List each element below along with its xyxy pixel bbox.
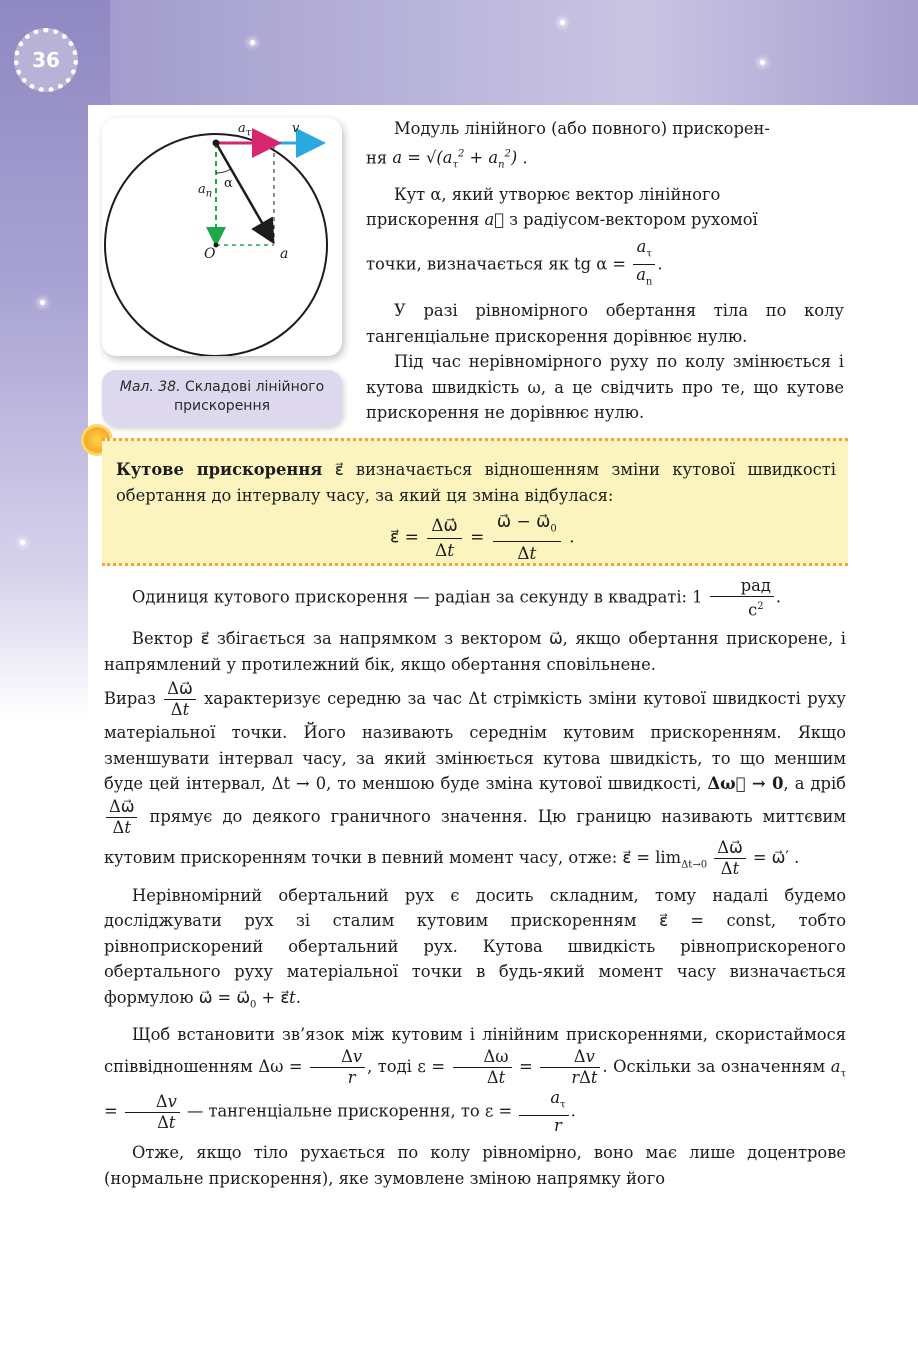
- paragraph-text: , тоді: [367, 1057, 412, 1077]
- paragraph-text: Кут α, який утворює вектор лінійного: [394, 184, 721, 204]
- paragraph-text: Одиниця кутового прискорення — радіан за секунду в квадраті: 1: [132, 587, 703, 607]
- definition-body: визначається відношенням зміни кутової швидкості обертання до інтервалу часу, за який ця зміна відбулася:: [116, 460, 836, 505]
- paragraph-text: Вектор: [132, 629, 194, 649]
- label-v: v: [292, 121, 300, 136]
- paragraph-text: , якщо обертання прискорене, і напрямлений у протилежний бік, якщо обертання сповільнене.: [104, 629, 846, 674]
- paragraph-text: характеризує середню за час Δt стрімкість зміни кутової швидкості руху матеріальної точки. Його називають середнім кутовим прискоренням. Якщо зменшувати інтервал часу, за який змінюється кутова швидкість, то що меншим буде цей інтервал, Δt → 0, то меншою буде зміна кутової швидкості,: [104, 689, 847, 794]
- formula-total-acceleration: $a = √(a_\tau^2 + a_n^2)$: [392, 147, 518, 171]
- label-alpha: α: [224, 176, 233, 191]
- star-decoration: [560, 20, 565, 25]
- definition-term: Кутове прискорення: [116, 460, 323, 479]
- paragraph-text: У разі рівномірного обертання тіла по колу тангенціальне прискорення дорівнює нулю.: [366, 301, 844, 346]
- label-a-tau: $a_\tau$: [238, 121, 252, 139]
- paragraph-text: Вираз: [104, 689, 156, 709]
- paragraph-text: Отже, якщо тіло рухається по колу рівномірно, воно має лише доцентрове (нормальне прискорення), яке зумовлене зміною напрямку його: [104, 1143, 846, 1188]
- paragraph-text: — тангенціальне прискорення, то: [186, 1101, 480, 1121]
- paragraph-text: з радіусом-вектором рухомої: [509, 210, 758, 230]
- unit-fraction: $\frac{\text{рад}}{с^2}$: [710, 576, 774, 620]
- star-decoration: [760, 60, 765, 65]
- header-background: [0, 0, 918, 105]
- paragraph-text: прямує до деякого граничного значення. Цю границю називають миттєвим кутовим прискоренням точки в певний момент часу, отже:: [104, 806, 846, 867]
- moving-point: [213, 140, 220, 147]
- page-number: 36: [32, 48, 60, 72]
- paragraph-text: ня: [366, 147, 388, 167]
- acceleration-diagram: [102, 118, 342, 356]
- page-number-badge: [14, 28, 78, 92]
- star-decoration: [20, 540, 25, 545]
- caption-prefix: Мал. 38.: [119, 379, 181, 395]
- angle-arc: [216, 169, 231, 173]
- paragraph-text: збігається за напрямком з вектором: [216, 629, 542, 649]
- paragraph-text: , а дріб: [783, 774, 846, 794]
- fraction-domega-dt: $\frac{\Delta\omega⃗}{\Delta t}$: [164, 679, 195, 720]
- total-acceleration-vector: [216, 143, 272, 240]
- formula-tan-alpha: $\frac{a_\tau}{a_n}$: [633, 237, 655, 293]
- paragraph-text: Нерівномірний обертальний рух є досить складним, тому надалі будемо досліджувати рух зі сталим кутовим прискоренням: [104, 885, 846, 931]
- right-column-text: Модуль лінійного (або повного) прискорен- ня $a = √(a_\tau^2 + a_n^2)$ . Кут α, який утворює вектор лінійного прискорення a⃗ з радіусом-вектором рухомої точки, визначається як tg α = $\frac{a_\tau}{a_n}$ . У разі рівномірного обертання тіла по колу тангенціальне прискорення дорівнює нулю. Під час нерівномірного руху по колу змінюється і кутова швидкість ω, а це свідчить про те, що кутове прискорення не дорівнює нулю.: [366, 119, 844, 423]
- paragraph-text: . Оскільки: [602, 1057, 692, 1077]
- paragraph-text: , тобто рівноприскорений обертальний рух. Кутова швидкість рівноприскореного обертального руху матеріальної точки в будь-який момент часу визначається формулою: [104, 911, 846, 1007]
- definition-text: Кутове прискорення ε⃗ визначається відношенням зміни кутової швидкості обертання до інтервалу часу, за який ця зміна відбулася:: [116, 460, 836, 505]
- paragraph-text: Модуль лінійного (або повного) прискорен-: [394, 119, 770, 138]
- star-decoration: [40, 300, 45, 305]
- vector-a: a⃗: [484, 210, 504, 230]
- body-text: Одиниця кутового прискорення — радіан за секунду в квадраті: 1 $\frac{\text{рад}}{с^2}$ . Вектор ε⃗ збігається за напрямком з вектором ω⃗, якщо обертання прискорене, і напрямлений у протилежний бік, якщо обертання сповільнене. Вираз $\frac{\Delta\omega⃗}{\Delta t}$ характеризує середню за час Δt стрімкість зміни кутової швидкості руху матеріальної точки. Його називають середнім кутовим прискоренням. Якщо зменшувати інтервал часу, за який змінюється кутова швидкість, то що меншим буде цей інтервал, Δt → 0, то меншою буде зміна кутової швидкості, Δω⃗ → 0, а дріб $\frac{\Delta\omega⃗}{\Delta t}$ прямує до деякого граничного значення. Цю границю називають миттєвим кутовим прискоренням точки в певний момент часу, отже: ε⃗ = $\lim_{\Delta t\to 0}$ $\frac{\Delta\omega⃗}{\Delta t}$ = ω⃗′ . Нерівномірний обертальний рух є досить складним, тому надалі будемо досліджувати рух зі сталим кутовим прискоренням ε⃗ = const, тобто рівноприскорений обертальний рух. Кутова швидкість рівноприскореного обертального руху матеріальної точки в будь-який момент часу визначається формулою ω⃗ = $\omega⃗_0$ + ε⃗t. Щоб встановити зв’язок між кутовим і лінійним прискореннями, скористаймося співвідношенням Δω = $\frac{\Delta v}{r}$ , тоді ε = $\frac{\Delta\omega}{\Delta t}$ = $\frac{\Delta v}{\text{rΔt}}$ . Оскільки за означенням $a_\tau$ = $\frac{\Delta v}{\Delta t}$ — тангенціальне прискорення, то ε = $\frac{a_\tau}{r}$ . Отже, якщо тіло рухається по колу рівномірно, воно має лише доцентрове (нормальне прискорення), яке зумовлене зміною напрямку його: [104, 576, 847, 1188]
- caption-text: Складові лінійного прискорення: [173, 379, 325, 414]
- label-O: O: [204, 246, 216, 262]
- paragraph-text: прискорення: [366, 210, 480, 230]
- label-a-n: $a_n$: [198, 182, 213, 200]
- formula-limit: $\frac{\Delta\omega⃗}{\Delta t}$: [714, 838, 745, 879]
- figure-caption: [102, 370, 342, 426]
- formula-angular-acceleration: ε⃗ = $\frac{\Delta\omega⃗}{\Delta t}$ = $\frac{\omega⃗ - \omega⃗_0}{\Delta t}$ .: [390, 512, 575, 565]
- paragraph-text: Під час нерівномірного руху по колу змінюється і кутова швидкість ω, а це свідчить про те, що кутове прискорення не дорівнює нулю.: [366, 352, 844, 423]
- fraction-domega-dt: $\frac{\Delta\omega⃗}{\Delta t}$: [106, 797, 137, 838]
- paragraph-text: Щоб встановити зв’язок між кутовим і лінійним прискореннями, скористаймося співвідношенням: [104, 1024, 846, 1077]
- label-a: a: [280, 246, 289, 262]
- paragraph-text: точки, визначається як tg α =: [366, 253, 627, 273]
- paragraph-text: за означенням: [696, 1057, 826, 1077]
- star-decoration: [250, 40, 255, 45]
- figure-card: [102, 118, 342, 356]
